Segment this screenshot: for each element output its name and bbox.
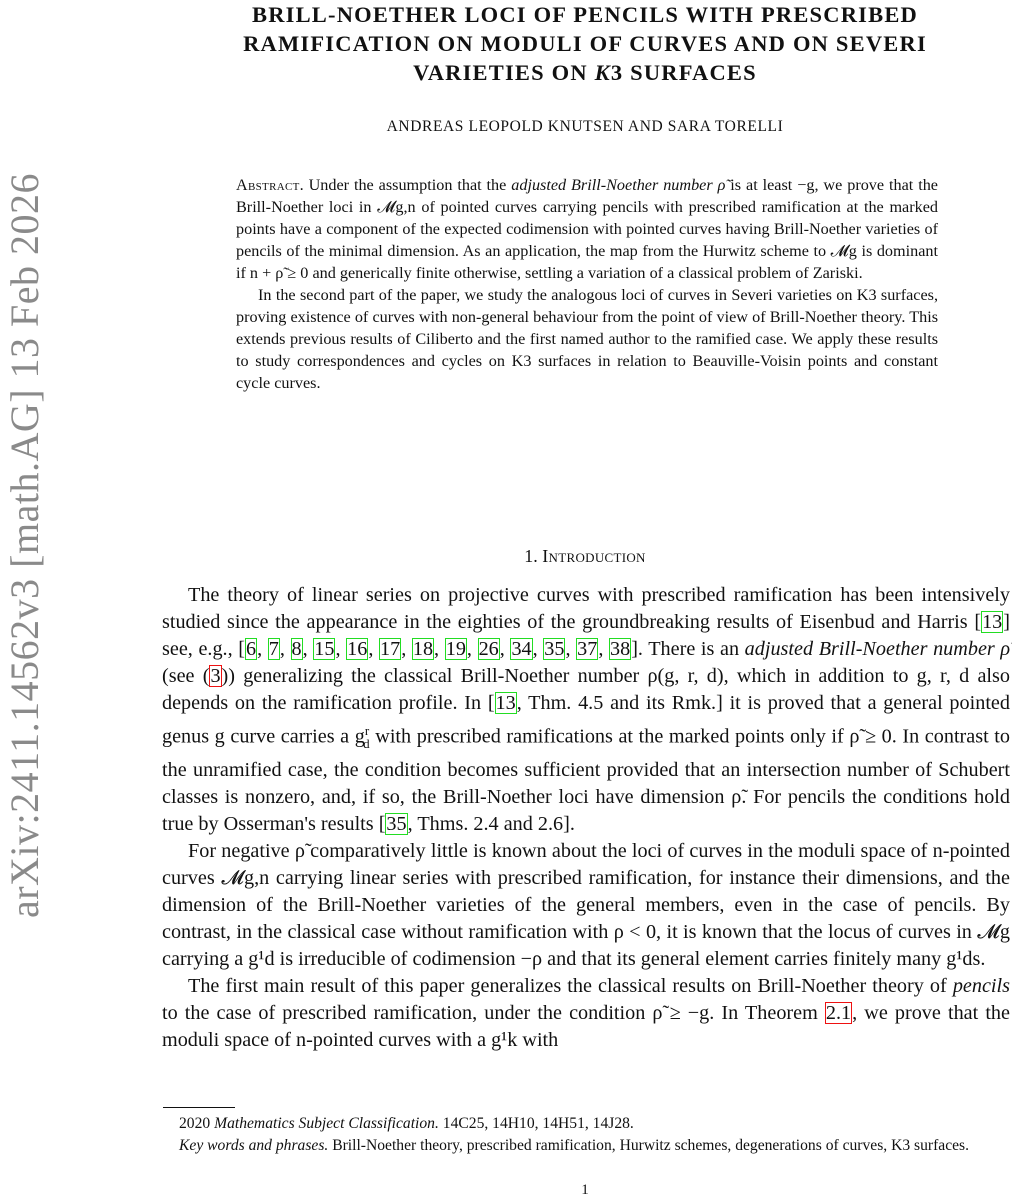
section-title-text: Introduction bbox=[542, 546, 646, 566]
footnote-msc bbox=[163, 1113, 1010, 1135]
theorem-reference-link[interactable]: 2.1 bbox=[825, 1001, 852, 1024]
arxiv-stamp-text: arXiv:2411.14562v3 [math.AG] 13 Feb 2026 bbox=[2, 172, 48, 918]
citation-link[interactable]: 7 bbox=[268, 638, 279, 660]
citation-link[interactable]: 13 bbox=[495, 692, 516, 714]
citation-link[interactable]: 13 bbox=[982, 611, 1003, 633]
italic-term: adjusted Brill-Noether number ρ̃ bbox=[744, 638, 1011, 660]
citation-separator: , bbox=[279, 638, 291, 660]
text-run: , Thms. 2.4 and 2.6]. bbox=[407, 812, 575, 835]
citation-link[interactable]: 35 bbox=[386, 812, 407, 835]
page-number: 1 bbox=[581, 1182, 589, 1198]
title-k-italic: K bbox=[594, 60, 611, 85]
citation-link[interactable]: 35 bbox=[544, 638, 565, 660]
citation-link[interactable]: 16 bbox=[347, 638, 368, 660]
intro-paragraph-3 bbox=[162, 973, 1010, 1054]
citation-link[interactable]: 15 bbox=[314, 638, 335, 660]
intro-paragraph-1 bbox=[162, 582, 1010, 838]
citation-separator: , bbox=[466, 638, 478, 660]
citation-separator: , bbox=[368, 638, 379, 660]
abstract-text-b: is at least −g, we prove that the Brill-Noether loci in 𝓜g,n of pointed curves carrying pencils with prescribed ramification at the marked points have a component of the expected codimension with pointed curves having Brill-Noether varieties of pencils of the minimal dimension. As an application, the map from the Hurwitz scheme to 𝓜g is dominant if n + ρ̃ ≥ 0 and generically finite otherwise, settling a variation of a classical problem of Zariski. bbox=[236, 176, 938, 282]
title-line-1: BRILL-NOETHER LOCI OF PENCILS WITH PRESCRIBED bbox=[251, 2, 918, 27]
superscript: r bbox=[364, 723, 370, 738]
citation-separator: , bbox=[302, 638, 314, 660]
citation-separator: , bbox=[532, 638, 544, 660]
citation-link[interactable]: 38 bbox=[610, 638, 631, 660]
text-run: ]. There is an bbox=[631, 638, 745, 660]
text-run: (see ( bbox=[162, 665, 210, 687]
msc-year: 2020 bbox=[179, 1115, 215, 1132]
text-run: )) generalizing the classical Brill-Noether number ρ(g, r, d), which in addition to g, r, d also depends on the ramification profile. In [ bbox=[162, 665, 1010, 714]
text-run: , we prove that the moduli space of n-pointed curves with a g¹k with bbox=[162, 1001, 1010, 1051]
text-run: , Thm. 4.5 and its Rmk.] it is proved that a general pointed genus g curve carries a g bbox=[162, 692, 1010, 748]
citation-separator: , bbox=[434, 638, 445, 660]
arxiv-identifier-stamp bbox=[2, 150, 48, 940]
text-run: ] see, e.g., [ bbox=[162, 611, 1010, 660]
intro-paragraph-2: For negative ρ̃ comparatively little is known about the loci of curves in the moduli space of n-pointed curves 𝓜g,n carrying linear series with prescribed ramification, for instance their dimensions, and the dimension of the Brill-Noether varieties of the general members, even in the case of pencils. By contrast, in the classical case without ramification with ρ < 0, it is known that the locus of curves in 𝓜g carrying a g¹d is irreducible of codimension −ρ and that its general element carries finitely many g¹ds. bbox=[162, 839, 1010, 970]
citation-separator: , bbox=[335, 638, 347, 660]
abstract-text-a: . Under the assumption that the bbox=[299, 176, 512, 194]
citation-separator: , bbox=[499, 638, 511, 660]
citation-separator: , bbox=[401, 638, 412, 660]
citation-link[interactable]: 34 bbox=[511, 638, 532, 660]
citation-separator: , bbox=[257, 638, 268, 660]
abstract-paragraph-1 bbox=[236, 174, 938, 284]
paper-authors: ANDREAS LEOPOLD KNUTSEN AND SARA TORELLI bbox=[386, 118, 784, 135]
subscript: d bbox=[363, 735, 370, 751]
title-line-2: RAMIFICATION ON MODULI OF CURVES AND ON SEVERI bbox=[243, 31, 927, 56]
abstract-label: Abstract bbox=[236, 176, 300, 194]
abstract-paragraph-2: In the second part of the paper, we study the analogous loci of curves in Severi varieties on K3 surfaces, proving existence of curves with non-general behaviour from the point of view of Brill-Noether theory. This extends previous results of Ciliberto and the first named author to the ramified case. We apply these results to study correspondences and cycles on K3 surfaces in relation to Beauville-Voisin points and constant cycle curves. bbox=[236, 286, 938, 392]
paper-title bbox=[160, 0, 1010, 87]
citation-separator: , bbox=[598, 638, 610, 660]
italic-term: pencils bbox=[952, 974, 1010, 997]
text-run: to the case of prescribed ramification, under the condition ρ̃ ≥ −g. In Theorem bbox=[162, 1001, 825, 1024]
section-heading-introduction bbox=[160, 546, 1010, 567]
citation-link[interactable]: 17 bbox=[380, 638, 401, 660]
citation-link[interactable]: 18 bbox=[412, 638, 434, 660]
equation-reference-link[interactable]: 3 bbox=[210, 665, 221, 687]
msc-codes: 14C25, 14H10, 14H51, 14J28. bbox=[438, 1115, 634, 1132]
keywords-label: Key words and phrases. bbox=[179, 1137, 329, 1154]
citation-link[interactable]: 37 bbox=[577, 638, 598, 660]
footnote-keywords bbox=[163, 1135, 1010, 1157]
citation-list bbox=[245, 638, 631, 660]
citation-link[interactable]: 8 bbox=[291, 638, 302, 660]
citation-separator: , bbox=[565, 638, 577, 660]
msc-label: Mathematics Subject Classification. bbox=[214, 1115, 439, 1132]
citation-link[interactable]: 19 bbox=[445, 638, 466, 660]
text-run: The theory of linear series on projective curves with prescribed ramification has been intensively studied since the appearance in the eighties of the groundbreaking results of Eisenbud and Harris [ bbox=[162, 584, 1010, 633]
footnote-divider bbox=[163, 1107, 235, 1108]
citation-link[interactable]: 6 bbox=[245, 638, 257, 660]
footnotes bbox=[163, 1113, 1010, 1157]
title-line-3 bbox=[160, 58, 1010, 87]
title-line-3-a: VARIETIES ON bbox=[413, 60, 595, 85]
abstract-italic-term: adjusted Brill-Noether number ρ̃ bbox=[511, 176, 726, 194]
section-number: 1. bbox=[524, 546, 538, 566]
text-run: with prescribed ramifications at the marked points only if ρ̃ ≥ 0. In contrast to the unramified case, the condition becomes sufficient provided that an intersection number of Schubert classes is nonzero, and, if so, the Brill-Noether loci have dimension ρ̃. For pencils the conditions hold true by Osserman's results [ bbox=[162, 725, 1010, 835]
abstract bbox=[236, 174, 938, 394]
title-line-3-b: 3 SURFACES bbox=[610, 60, 757, 85]
keywords-text: Brill-Noether theory, prescribed ramification, Hurwitz schemes, degenerations of curves, K3 surfaces. bbox=[328, 1137, 970, 1154]
citation-link[interactable]: 26 bbox=[478, 638, 499, 660]
text-run: The first main result of this paper generalizes the classical results on Brill-Noether theory of bbox=[188, 974, 953, 997]
introduction-body bbox=[162, 582, 1010, 1054]
